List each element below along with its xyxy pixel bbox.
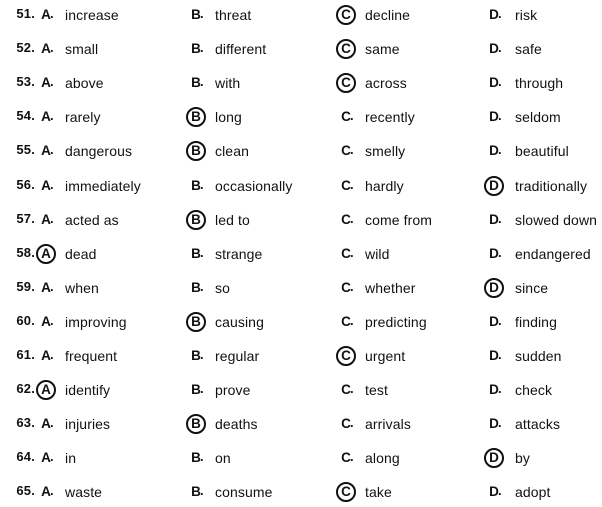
option-separator: .	[200, 176, 204, 192]
option-letter: A	[41, 348, 51, 363]
circled-answer-letter: C	[336, 346, 356, 366]
circled-answer-letter: B	[186, 107, 206, 127]
option-separator: .	[200, 278, 204, 294]
option-letter: B	[191, 484, 201, 500]
option-text: dead	[65, 245, 97, 262]
option-letter: B	[191, 41, 201, 57]
option-text: test	[365, 382, 388, 399]
question-row	[0, 447, 602, 471]
question-number: 51.	[16, 6, 35, 21]
question-row	[0, 277, 602, 301]
option-separator: .	[50, 278, 54, 294]
option-separator: .	[200, 347, 204, 362]
option-text: same	[365, 41, 400, 58]
option-separator: .	[200, 74, 204, 90]
option-separator: .	[498, 483, 502, 499]
option-separator: .	[498, 347, 502, 362]
option-letter: C	[341, 382, 351, 398]
option-separator: .	[50, 210, 54, 226]
option-letter: C	[341, 177, 351, 193]
option-separator: .	[50, 108, 54, 124]
question-number: 59.	[16, 278, 35, 294]
option-separator: .	[200, 6, 204, 21]
option-text: arrivals	[365, 416, 411, 433]
option-separator: .	[200, 449, 204, 465]
option-letter: C	[341, 143, 351, 159]
option-text: frequent	[65, 348, 118, 364]
option-text: whether	[365, 279, 416, 296]
option-text: dangerous	[65, 143, 133, 160]
option-text: so	[215, 279, 230, 296]
option-letter: A	[41, 211, 51, 227]
question-row	[0, 38, 602, 62]
option-text: predicting	[365, 313, 427, 330]
option-text: sudden	[515, 348, 562, 364]
option-letter: A	[41, 109, 51, 125]
option-separator: .	[350, 244, 354, 260]
question-number: 63.	[16, 415, 35, 431]
option-separator: .	[200, 483, 204, 499]
circled-answer-letter: C	[336, 73, 356, 93]
option-text: since	[515, 279, 549, 296]
question-number: 57.	[16, 210, 35, 226]
option-text: wild	[365, 245, 390, 262]
option-separator: .	[350, 312, 354, 328]
option-letter: A	[41, 416, 51, 432]
option-letter: C	[341, 313, 351, 329]
option-separator: .	[498, 6, 502, 21]
option-letter: A	[41, 484, 51, 500]
option-text: above	[65, 75, 104, 92]
option-text: decline	[365, 7, 411, 23]
question-number: 64.	[16, 449, 35, 465]
option-separator: .	[498, 244, 502, 260]
option-text: adopt	[515, 484, 551, 501]
option-text: identify	[65, 382, 111, 399]
circled-answer-letter: D	[484, 278, 504, 298]
option-separator: .	[498, 74, 502, 90]
circled-answer-letter: C	[336, 39, 356, 59]
option-letter: A	[41, 7, 51, 22]
option-separator: .	[50, 142, 54, 158]
option-letter: A	[41, 313, 51, 329]
circled-answer-letter: C	[336, 482, 356, 502]
option-text: causing	[215, 313, 264, 330]
option-letter: D	[489, 245, 499, 261]
circled-answer-letter: B	[186, 141, 206, 161]
option-separator: .	[200, 381, 204, 397]
option-text: check	[515, 382, 553, 399]
question-row	[0, 209, 602, 233]
option-letter: B	[191, 177, 201, 193]
option-letter: D	[489, 143, 499, 159]
option-letter: A	[41, 143, 51, 159]
option-text: occasionally	[215, 177, 293, 194]
option-text: through	[515, 75, 564, 92]
option-text: different	[215, 41, 267, 58]
option-text: prove	[215, 382, 251, 399]
option-text: threat	[215, 7, 252, 23]
question-row	[0, 72, 602, 96]
option-letter: D	[489, 382, 499, 398]
option-text: seldom	[515, 109, 561, 126]
option-letter: D	[489, 484, 499, 500]
option-separator: .	[50, 449, 54, 465]
question-number: 61.	[16, 347, 35, 362]
option-text: led to	[215, 211, 250, 228]
option-separator: .	[350, 278, 354, 294]
option-text: in	[65, 450, 77, 467]
option-separator: .	[50, 312, 54, 328]
circled-answer-letter: C	[336, 5, 356, 25]
question-row	[0, 481, 602, 505]
circled-answer-letter: A	[36, 380, 56, 400]
option-letter: C	[341, 211, 351, 227]
option-letter: C	[341, 416, 351, 432]
option-separator: .	[200, 244, 204, 260]
option-separator: .	[50, 74, 54, 90]
option-letter: A	[41, 75, 51, 91]
option-letter: D	[489, 75, 499, 91]
question-number: 53.	[16, 74, 35, 90]
option-text: by	[515, 450, 530, 467]
option-separator: .	[50, 483, 54, 499]
option-letter: D	[489, 211, 499, 227]
option-text: hardly	[365, 177, 404, 194]
question-number: 52.	[16, 40, 35, 56]
option-text: long	[215, 109, 242, 126]
option-text: improving	[65, 313, 127, 330]
option-text: slowed down	[515, 211, 598, 228]
option-letter: D	[489, 313, 499, 329]
question-row	[0, 345, 602, 369]
option-text: safe	[515, 41, 542, 58]
option-text: small	[65, 41, 99, 58]
circled-answer-letter: B	[186, 210, 206, 230]
option-separator: .	[498, 381, 502, 397]
option-letter: A	[41, 450, 51, 466]
option-letter: B	[191, 245, 201, 261]
option-letter: A	[41, 177, 51, 193]
option-text: traditionally	[515, 177, 588, 194]
option-text: deaths	[215, 416, 258, 433]
option-letter: A	[41, 41, 51, 57]
option-text: finding	[515, 313, 557, 330]
question-row	[0, 106, 602, 130]
option-separator: .	[498, 40, 502, 56]
question-number: 54.	[16, 108, 35, 124]
question-row	[0, 175, 602, 199]
option-separator: .	[350, 415, 354, 431]
circled-answer-letter: A	[36, 244, 56, 264]
option-letter: D	[489, 348, 499, 363]
question-row	[0, 4, 602, 28]
option-text: endangered	[515, 245, 591, 262]
option-text: urgent	[365, 348, 406, 364]
option-text: take	[365, 484, 392, 501]
question-number: 56.	[16, 176, 35, 192]
option-separator: .	[50, 6, 54, 21]
option-letter: D	[489, 109, 499, 125]
option-separator: .	[350, 449, 354, 465]
option-separator: .	[498, 108, 502, 124]
question-number: 60.	[16, 312, 35, 328]
question-number: 55.	[16, 142, 35, 158]
option-letter: C	[341, 245, 351, 261]
option-text: waste	[65, 484, 103, 501]
option-separator: .	[50, 40, 54, 56]
circled-answer-letter: D	[484, 176, 504, 196]
option-letter: D	[489, 41, 499, 57]
option-separator: .	[350, 108, 354, 124]
option-text: when	[65, 279, 99, 296]
option-text: risk	[515, 7, 538, 23]
option-separator: .	[350, 142, 354, 158]
option-text: rarely	[65, 109, 101, 126]
option-letter: C	[341, 450, 351, 466]
option-text: increase	[65, 7, 119, 23]
option-separator: .	[50, 176, 54, 192]
option-text: on	[215, 450, 231, 467]
option-letter: D	[489, 7, 499, 22]
option-letter: C	[341, 109, 351, 125]
option-letter: B	[191, 279, 201, 295]
option-text: regular	[215, 348, 260, 364]
question-row	[0, 379, 602, 403]
question-row	[0, 140, 602, 164]
option-text: injuries	[65, 416, 111, 433]
option-separator: .	[350, 176, 354, 192]
option-separator: .	[498, 142, 502, 158]
option-letter: C	[341, 279, 351, 295]
option-text: clean	[215, 143, 249, 160]
option-text: across	[365, 75, 407, 92]
option-text: strange	[215, 245, 263, 262]
option-text: acted as	[65, 211, 119, 228]
circled-answer-letter: B	[186, 312, 206, 332]
option-separator: .	[498, 415, 502, 431]
option-letter: A	[41, 279, 51, 295]
circled-answer-letter: B	[186, 414, 206, 434]
option-separator: .	[50, 415, 54, 431]
option-text: consume	[215, 484, 273, 501]
option-text: recently	[365, 109, 415, 126]
option-letter: B	[191, 7, 201, 22]
option-separator: .	[498, 312, 502, 328]
option-text: along	[365, 450, 400, 467]
question-row	[0, 413, 602, 437]
option-text: attacks	[515, 416, 561, 433]
option-letter: D	[489, 416, 499, 432]
option-text: immediately	[65, 177, 141, 194]
option-text: with	[215, 75, 241, 92]
option-letter: B	[191, 348, 201, 363]
option-separator: .	[200, 40, 204, 56]
option-separator: .	[350, 381, 354, 397]
question-number: 58.	[16, 244, 35, 260]
option-separator: .	[498, 210, 502, 226]
option-letter: B	[191, 450, 201, 466]
option-text: beautiful	[515, 143, 569, 160]
question-number: 65.	[16, 483, 35, 499]
question-number: 62.	[16, 381, 35, 397]
option-separator: .	[50, 347, 54, 362]
option-separator: .	[350, 210, 354, 226]
question-row	[0, 243, 602, 267]
option-letter: B	[191, 75, 201, 91]
option-letter: B	[191, 382, 201, 398]
option-text: come from	[365, 211, 433, 228]
question-row	[0, 311, 602, 335]
circled-answer-letter: D	[484, 448, 504, 468]
option-text: smelly	[365, 143, 406, 160]
